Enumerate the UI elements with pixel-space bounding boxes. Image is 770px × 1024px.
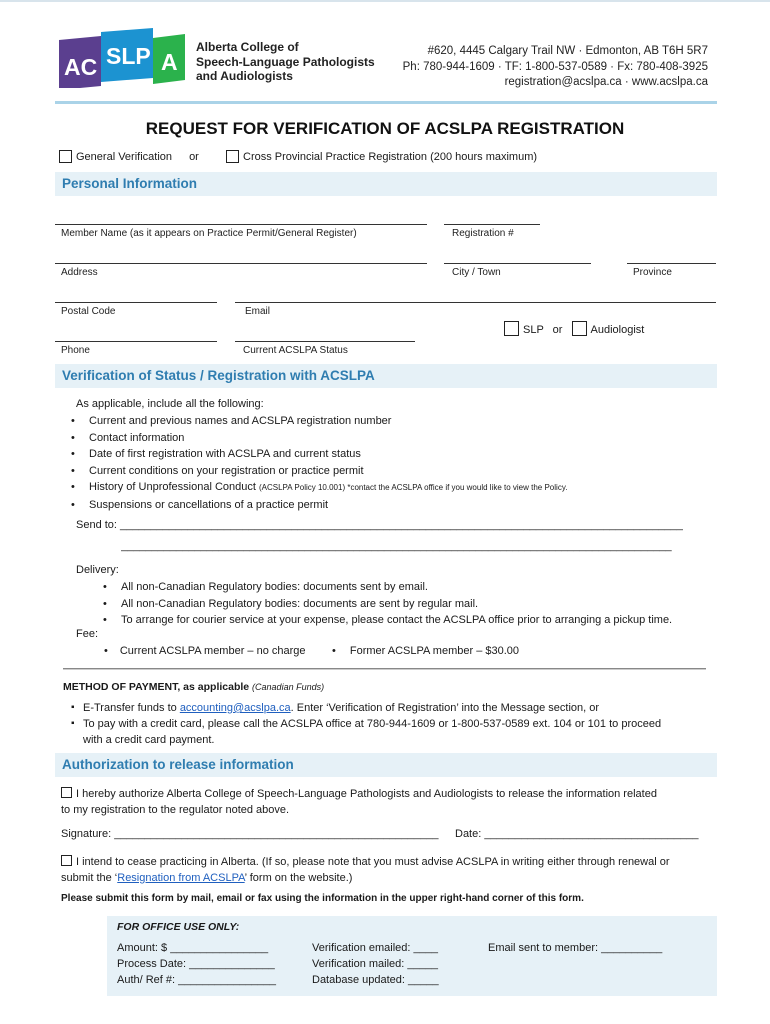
member-name-field[interactable]: [55, 224, 427, 225]
delivery-list: [91, 579, 731, 629]
authorize-checkbox[interactable]: [61, 787, 72, 798]
verification-item: • History of Unprofessional Conduct (ACSLPA Policy 10.001) *contact the ACSLPA office if you would like to view the Policy.: [59, 479, 719, 497]
verification-item: • Current and previous names and ACSLPA registration number: [59, 413, 719, 430]
fee-bullet: •: [332, 645, 336, 657]
verification-item: • Date of first registration with ACSLPA and current status: [59, 446, 719, 463]
acslpa-logo: [57, 28, 187, 88]
slp-checkbox[interactable]: [504, 321, 519, 336]
address-field[interactable]: [55, 263, 427, 264]
signature-field[interactable]: _____________________________________________________: [114, 828, 439, 840]
send-to-label: Send to:: [76, 519, 117, 531]
payment-divider: [63, 668, 706, 670]
delivery-item: • All non-Canadian Regulatory bodies: documents are sent by regular mail.: [91, 596, 731, 613]
general-verification-label: General Verification: [76, 151, 172, 163]
office-auth-ref[interactable]: Auth/ Ref #: ________________: [117, 974, 277, 986]
province-label: Province: [633, 267, 672, 278]
org-name-line3: and Audiologists: [196, 69, 293, 83]
fee-bullet: •: [104, 645, 108, 657]
office-verification-mailed[interactable]: Verification mailed: _____: [312, 958, 438, 970]
logo-a-text: A: [161, 49, 178, 75]
authorization-header: [55, 753, 717, 777]
profession-or-label: or: [552, 324, 563, 336]
cease-paragraph: I intend to cease practicing in Alberta. (If so, please note that you must advise ACSLPA in writing either through renewal or submit the ‘Resignation from ACSLPA’ form on the website.): [61, 856, 670, 884]
office-process-date[interactable]: Process Date: ______________: [117, 958, 275, 970]
cross-provincial-label: Cross Provincial Practice Registration (200 hours maximum): [243, 151, 538, 163]
fee-label: Fee:: [76, 628, 99, 640]
delivery-label: Delivery:: [76, 564, 119, 576]
contact-phones: Ph: 780-944-1609 · TF: 1-800-537-0589 · Fx: 780-408-3925: [402, 60, 708, 73]
form-title: REQUEST FOR VERIFICATION OF ACSLPA REGISTRATION: [145, 119, 625, 138]
general-verification-checkbox[interactable]: [59, 150, 72, 163]
policy-note: (ACSLPA Policy 10.001) *contact the ACSLPA office if you would like to view the Policy.: [258, 483, 568, 492]
profession-options: [504, 321, 644, 336]
date-field[interactable]: ___________________________________: [484, 828, 699, 840]
email-label: Email: [245, 306, 271, 317]
send-to-row: [76, 519, 706, 531]
city-label: City / Town: [452, 267, 501, 278]
address-label: Address: [61, 267, 98, 278]
payment-credit: ▪ To pay with a credit card, please call the ACSLPA office at 780-944-1609 or 1-800-537-0589 ext. 104 or 101 to proceed with a credit card payment.: [63, 716, 723, 748]
contact-address: #620, 4445 Calgary Trail NW · Edmonton, AB T6H 5R7: [427, 45, 708, 57]
payment-heading-note: (Canadian Funds): [252, 682, 325, 692]
status-field[interactable]: [235, 341, 415, 342]
authorization-heading: Authorization to release information: [62, 757, 294, 772]
verification-item: • Contact information: [59, 430, 719, 447]
office-amount[interactable]: Amount: $ ________________: [117, 942, 269, 954]
logo-slp-text: SLP: [106, 43, 151, 69]
contact-web[interactable]: registration@acslpa.ca · www.acslpa.ca: [504, 76, 708, 88]
top-border: [0, 0, 770, 2]
org-name-line1: Alberta College of: [196, 40, 299, 54]
header-divider: [55, 101, 717, 104]
verification-item: • Suspensions or cancellations of a practice permit: [59, 497, 719, 514]
logo-graphic: [57, 28, 187, 88]
payment-heading: METHOD OF PAYMENT, as applicable (Canadian Funds): [63, 681, 325, 693]
phone-field[interactable]: [55, 341, 217, 342]
org-name: [196, 40, 375, 84]
accounting-email-link[interactable]: accounting@acslpa.ca: [179, 702, 291, 714]
phone-label: Phone: [61, 345, 90, 356]
fee-current: • Current ACSLPA member – no charge: [104, 645, 306, 657]
cross-provincial-checkbox[interactable]: [226, 150, 239, 163]
verification-item: • Current conditions on your registration or practice permit: [59, 463, 719, 480]
audiologist-checkbox[interactable]: [572, 321, 587, 336]
office-email-sent[interactable]: Email sent to member: __________: [488, 942, 663, 954]
postal-code-field[interactable]: [55, 302, 217, 303]
fee-former: • Former ACSLPA member – $30.00: [332, 645, 520, 657]
personal-info-header: [55, 172, 717, 196]
type-or-label: or: [189, 151, 199, 163]
postal-code-label: Postal Code: [61, 306, 116, 317]
type-options: [59, 150, 199, 163]
registration-number-label: Registration #: [452, 228, 514, 239]
registration-number-field[interactable]: [444, 224, 540, 225]
office-verification-emailed[interactable]: Verification emailed: ____: [312, 942, 438, 954]
delivery-item: • All non-Canadian Regulatory bodies: documents sent by email.: [91, 579, 731, 596]
personal-info-heading: Personal Information: [62, 176, 198, 191]
signature-label: Signature:: [61, 828, 112, 840]
resignation-link[interactable]: Resignation from ACSLPA: [117, 872, 245, 884]
authorize-paragraph: I hereby authorize Alberta College of Speech-Language Pathologists and Audiologists to release the information related to my registration to the regulator noted above.: [61, 788, 657, 816]
payment-list: [63, 700, 723, 748]
province-field[interactable]: [627, 263, 716, 264]
send-to-field-1[interactable]: ____________________________________________________________________________________________: [120, 519, 683, 531]
verification-list: [59, 413, 719, 513]
org-name-line2: Speech-Language Pathologists: [196, 54, 375, 69]
payment-etransfer: ▪ E-Transfer funds to accounting@acslpa.ca. Enter ‘Verification of Registration’ into the Message section, or: [63, 700, 723, 716]
verification-heading: Verification of Status / Registration with ACSLPA: [62, 368, 375, 383]
cross-option: [226, 150, 537, 163]
date-label: Date:: [455, 828, 482, 840]
verification-intro: As applicable, include all the following:: [76, 398, 264, 410]
audiologist-label: Audiologist: [590, 324, 645, 336]
contact-block: [403, 44, 708, 91]
office-database-updated[interactable]: Database updated: _____: [312, 974, 439, 986]
member-name-label: Member Name (as it appears on Practice Permit/General Register): [61, 228, 357, 239]
logo-ac-text: AC: [64, 54, 98, 80]
status-label: Current ACSLPA Status: [243, 345, 348, 356]
office-use-heading: FOR OFFICE USE ONLY:: [117, 921, 240, 933]
office-col-2: [312, 940, 439, 988]
submit-note: Please submit this form by mail, email or fax using the information in the upper right-hand corner of this form.: [61, 893, 584, 904]
delivery-item: • To arrange for courier service at your expense, please contact the ACSLPA office prior to arranging a pickup time.: [91, 612, 731, 629]
slp-label: SLP: [523, 324, 544, 336]
send-to-field-2[interactable]: __________________________________________________________________________________________: [121, 540, 672, 552]
signature-row: [61, 828, 438, 840]
office-col-1: [117, 940, 276, 988]
date-row: [455, 828, 698, 840]
verification-header: [55, 364, 717, 388]
city-field[interactable]: [444, 263, 591, 264]
email-field[interactable]: [235, 302, 716, 303]
cease-checkbox[interactable]: [61, 855, 72, 866]
